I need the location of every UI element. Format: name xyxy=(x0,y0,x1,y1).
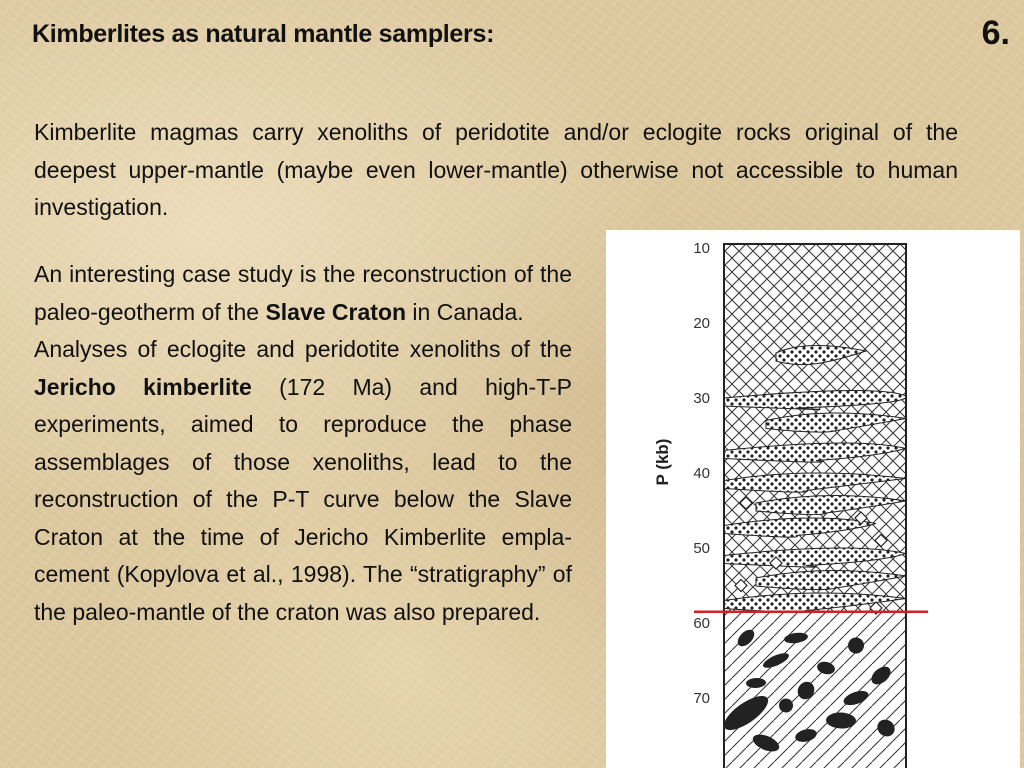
jericho-kimberlite-term: Jericho kimberlite xyxy=(34,373,252,400)
pressure-tick-label: 10 xyxy=(693,240,710,257)
pressure-axis-label: P (kb) xyxy=(653,438,672,486)
mantle-stratigraphy-figure xyxy=(606,230,1020,768)
slide-title: Kimberlites as natural mantle samplers: xyxy=(32,20,495,48)
intro-paragraph: Kimberlite magmas carry xenoliths of peridotite and/or eclogite rocks original of the deepest upper-mantle (maybe even lower-mantle) otherwise not accessible to human investigation. xyxy=(34,119,958,220)
column-fill xyxy=(719,244,906,768)
case-study-text-end: in Canada. xyxy=(406,298,524,325)
slide-number: 6. xyxy=(981,14,1010,52)
pressure-tick-label: 20 xyxy=(693,315,710,332)
analyses-text-end: (172 Ma) and high-T-P experiments, aimed to reproduce the phase assemblages of those xenoliths, lead to the reconstruction of the P-T curve below the Slave Craton at the time of Jericho Kimberlite empla-cement (Kopylova et al., 1998). The “stratigraphy” of the paleo-mantle of the craton was also prepared. xyxy=(34,373,572,625)
pressure-tick-label: 50 xyxy=(693,540,710,557)
mantle-stratigraphy-column xyxy=(606,230,1020,768)
body-text xyxy=(34,256,572,631)
pressure-tick-label: 70 xyxy=(693,690,710,707)
pressure-tick-label: 30 xyxy=(693,390,710,407)
pressure-tick-label: 60 xyxy=(693,615,710,632)
analyses-paragraph xyxy=(34,331,572,631)
pressure-tick-label: 40 xyxy=(693,465,710,482)
case-study-paragraph xyxy=(34,256,572,331)
slave-craton-term: Slave Craton xyxy=(265,298,407,325)
analyses-text-start: Analyses of eclogite and peridotite xenoliths of the xyxy=(34,336,572,362)
case-study-text-start: An interesting case study is the reconstruction of the paleo-geotherm of the xyxy=(34,261,572,325)
pressure-axis xyxy=(693,240,710,707)
